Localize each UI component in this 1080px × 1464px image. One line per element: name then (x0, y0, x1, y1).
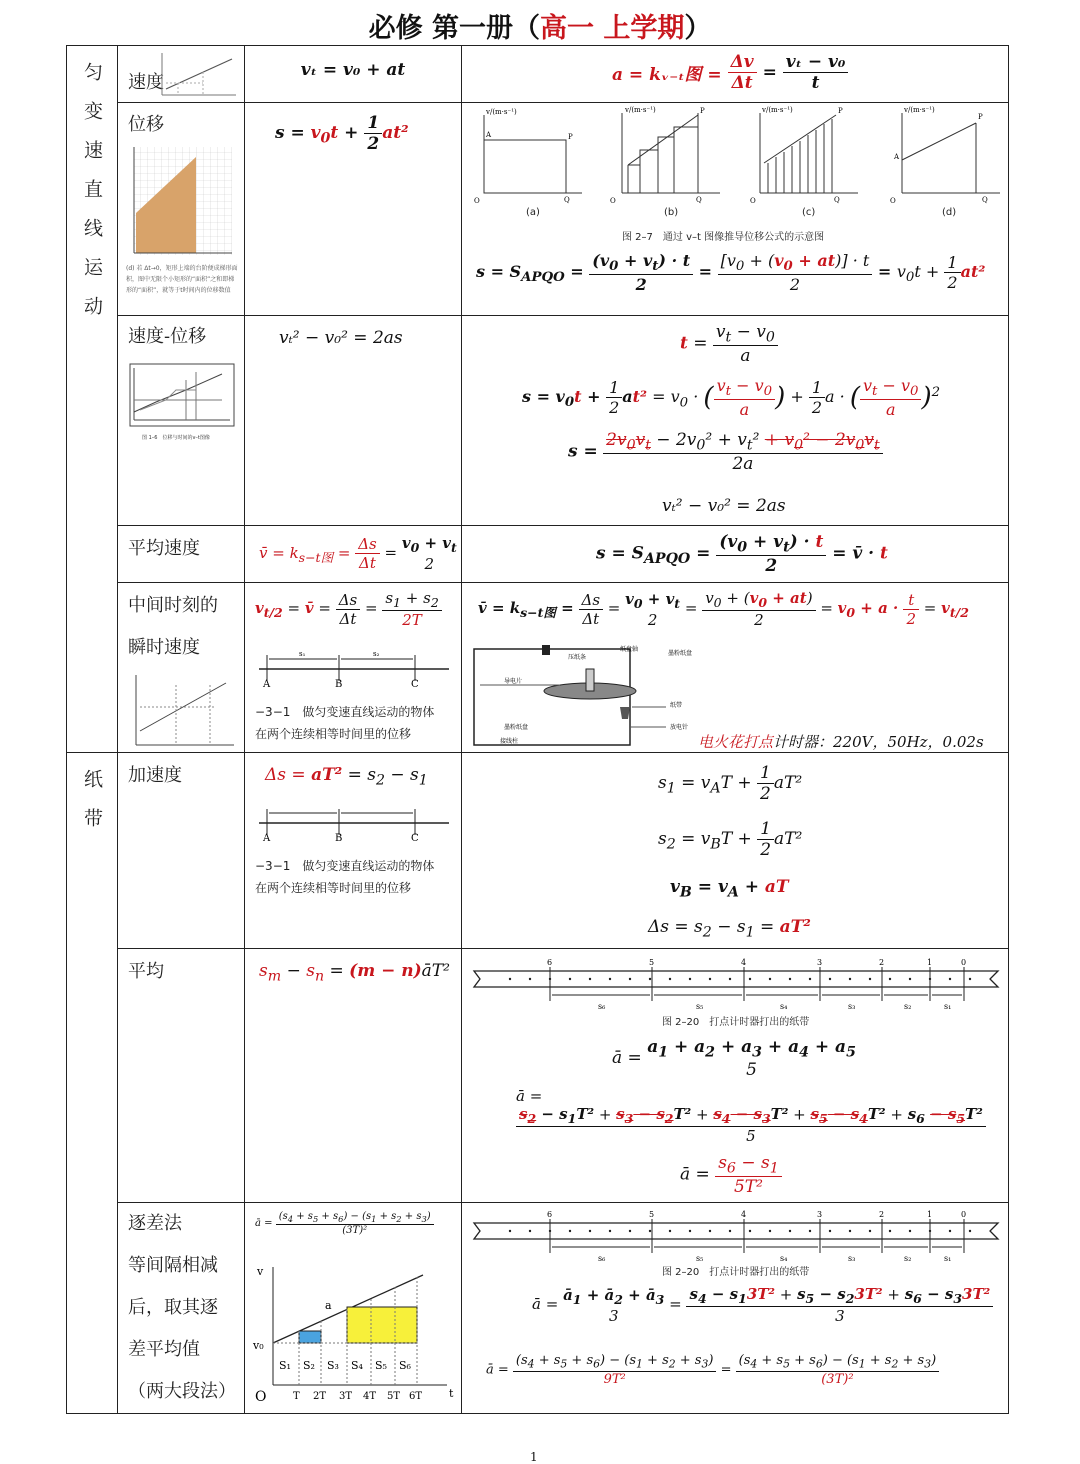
substitution: $s = v_0t$ + $\frac{1}{2}$ $at^2 = v_0$ · ( $\frac{v_t - v_0}{a}$ ) + $\frac{1}{2}$ a · ( $\frac{v_t - v_0}{a}$ )$^2$ (522, 376, 941, 420)
successive-graph (251, 1257, 457, 1407)
row-acceleration-formula: $\Delta s = aT^2 = s_2 - s_1$ A B C −3−1 做匀变速直线运动的物体 在两个连续相等时间里的位移 (245, 753, 462, 949)
svg-text:1: 1 (927, 958, 933, 967)
row-average-name: 平均 (118, 949, 245, 1203)
svg-text:0: 0 (961, 958, 967, 967)
row-speed-disp-derivation: t = $\frac{v_t - v_0}{a}$ $s = v_0t$ + $\frac{1}{2}$ $at^2 = v_0$ · ( $\frac{v_t - v_0}{a}$ ) + $\frac{1}{2}$ a · ( $\frac{v_t - v_0}{a}$ )$^2$ s = $\frac{2v_0v_t - 2v_0^2 + v_t^2 + v_0^2 - 2v_0v_t}{2a}$ vₜ² − v₀² = 2as (462, 316, 1009, 526)
row-average-formula: $s_m - s_n = (m$ − n)āT² (245, 949, 462, 1203)
svg-text:放电针: 放电针 (670, 724, 689, 731)
svg-text:s₆: s₆ (598, 1254, 606, 1263)
displacement-formula: $s = v_0t$ + $\frac{1}{2}$ at² (275, 113, 409, 154)
svg-text:5: 5 (649, 1210, 655, 1219)
svg-text:B: B (335, 679, 343, 687)
svg-text:s₄: s₄ (780, 1002, 788, 1011)
displacement-area-graph (126, 145, 236, 260)
formula-table (66, 45, 1009, 1414)
svg-text:O: O (255, 1389, 267, 1405)
svg-text:O: O (474, 197, 480, 205)
svg-text:S₃: S₃ (327, 1359, 339, 1372)
tape-diagram (253, 647, 453, 687)
row-displacement-derivation: v/(m·s⁻¹) A P Q O v/(m·s⁻¹) P Q O v/(m·s⁻¹) P Q O v/(m·s⁻¹) A P Q O (a) (b) (c) (d) 图 2–7 通过 v–t 图像推导位移公式的示意图 $s = S_{APQO}$ = $\frac{(v_0 + v_t) \cdot t}{2}$ = $\frac{[v_0 + (v_0 + at)] \cdot t}{2}$ = $v_0t$ + $\frac{1}{2}$ at² (462, 103, 1009, 316)
svg-text:s₂: s₂ (904, 1002, 912, 1011)
svg-text:4T: 4T (363, 1391, 377, 1402)
svg-text:导电片: 导电片 (504, 678, 523, 685)
section-label: 匀变速直线运动 (81, 62, 103, 335)
displacement-derivation: $s = S_{APQO}$ = $\frac{(v_0 + v_t) \cdot t}{2}$ = $\frac{[v_0 + (v_0 + at)] \cdot t}{2}$ = $v_0t$ + $\frac{1}{2}$ at² (476, 251, 986, 295)
svg-text:6: 6 (547, 958, 553, 967)
svg-text:v/(m·s⁻¹): v/(m·s⁻¹) (486, 108, 517, 116)
svg-text:s₃: s₃ (848, 1254, 856, 1263)
svg-text:5: 5 (649, 958, 655, 967)
row-speed-disp-formula: vₜ² − v₀² = 2as (245, 316, 462, 526)
svg-text:Q: Q (982, 196, 988, 204)
svg-text:Q: Q (834, 196, 840, 204)
speed-disp-graph (126, 360, 238, 432)
svg-text:接线柱: 接线柱 (500, 738, 519, 745)
svg-text:墨粉纸盘: 墨粉纸盘 (668, 650, 693, 657)
svg-text:P: P (568, 133, 573, 141)
svg-text:v/(m·s⁻¹): v/(m·s⁻¹) (625, 106, 656, 114)
svg-text:t: t (449, 1387, 454, 1400)
svg-text:2T: 2T (313, 1391, 327, 1402)
mid-time-graph (126, 671, 238, 749)
svg-text:Q: Q (564, 196, 570, 204)
row-successive-name: 逐差法 等间隔相减 后，取其逐 差平均值 （两大段法） (118, 1203, 245, 1414)
svg-text:a: a (325, 1299, 332, 1312)
row-speed-derivation (462, 46, 1009, 103)
svg-text:6: 6 (547, 1210, 553, 1219)
row-successive-formula: ā = $\frac{(s_4 + s_5 + s_6) - (s_1 + s_2 + s_3)}{\text{(3T)²}}$ v v₀ O a t S₁ S₂ S₃ S₄ S₅ S₆ T 2T 3T 4T 5T 6T (245, 1203, 462, 1414)
svg-text:C: C (411, 679, 419, 687)
row-avg-speed-name: 平均速度 (118, 526, 245, 583)
svg-text:T: T (293, 1391, 300, 1402)
page-title: 必修 第一册（高一 上学期） (368, 13, 712, 44)
svg-text:P: P (838, 107, 843, 115)
svg-text:s₅: s₅ (696, 1002, 704, 1011)
svg-text:6T: 6T (409, 1391, 423, 1402)
row-avg-speed-formula: v̄ = $k_{s-t图}$ = $\frac{\Delta s}{\Delta t}$ = $v_0 + v_t$ 2 (245, 526, 462, 583)
row-avg-speed-derivation: $s = S_{APQO}$ = $\frac{(v_0 + v_t) \cdot t}{2}$ = v̄ · t (462, 526, 1009, 583)
svg-text:纸盘轴: 纸盘轴 (620, 646, 639, 653)
svg-text:3: 3 (817, 1210, 823, 1219)
svg-text:v/(m·s⁻¹): v/(m·s⁻¹) (762, 106, 793, 114)
svg-text:S₅: S₅ (375, 1359, 387, 1372)
svg-text:P: P (978, 113, 983, 121)
fig-caption: 图 2–7 通过 v–t 图像推导位移公式的示意图 (622, 232, 825, 243)
vt-graphs (462, 105, 1008, 245)
svg-text:s₄: s₄ (780, 1254, 788, 1263)
svg-text:s₃: s₃ (848, 1002, 856, 1011)
svg-text:3: 3 (817, 958, 823, 967)
row-speed-name: 速度 (118, 46, 245, 103)
svg-text:纸带: 纸带 (670, 702, 683, 709)
svg-text:S₆: S₆ (399, 1359, 411, 1372)
svg-text:O: O (750, 197, 756, 205)
row-speed-formula: vₜ = v₀ + at (245, 46, 462, 103)
svg-text:v/(m·s⁻¹): v/(m·s⁻¹) (904, 106, 935, 114)
row-mid-time-name: 中间时刻的 瞬时速度 (118, 583, 245, 753)
svg-text:v: v (257, 1265, 264, 1278)
svg-text:s₅: s₅ (696, 1254, 704, 1263)
svg-text:S₄: S₄ (351, 1359, 363, 1372)
svg-text:s₁: s₁ (299, 650, 306, 658)
svg-text:4: 4 (741, 1210, 747, 1219)
expanded: s = $\frac{2v_0v_t - 2v_0^2 + v_t^2 + v_0^2 - 2v_0v_t}{2a}$ (568, 430, 883, 474)
page-number: 1 (530, 1450, 538, 1464)
row-acceleration-name: 加速度 (118, 753, 245, 949)
svg-text:S₂: S₂ (303, 1359, 315, 1372)
svg-text:Q: Q (696, 196, 702, 204)
svg-text:s₁: s₁ (944, 1254, 952, 1263)
row-displacement-name: 位移 (d) 若 Δt→0，矩形上端的台阶便成梯形面积，图中无限个小矩形的“面积”之和即梯形的“面积”，就等于t时间内的位移数值 (118, 103, 245, 316)
row-mid-time-derivation: v̄ = $k_{s-t图}$ = $\frac{\Delta s}{\Delta t}$ = $v_0 + v_t$ 2 = $\frac{v_0 + (v_0 + at)}{2}$ = $v_0 + a$ · $\frac{t}{2}$ = $v_{t/2}$ 压纸条 纸盘轴 导电片 墨粉纸盘 墨粉纸盘 纸带 放电针 接线柱 电火花打点计时器：220V，50Hz，0.02s (462, 583, 1009, 753)
svg-text:O: O (610, 197, 616, 205)
svg-text:C: C (411, 833, 419, 841)
svg-text:0: 0 (961, 1210, 967, 1219)
svg-text:墨粉纸盘: 墨粉纸盘 (504, 724, 529, 731)
row-successive-derivation: 6 5 4 3 2 1 0 s₆ s₅ s₄ s₃ s₂ s₁ 图 2–20 打点计时器打出的纸带 ā = $ā_1$ + $ā_2$ + $ā_3$ 3 = $\frac{s_4 - s_13T^2 + s_5 - s_23T^2 + s_6 - s_33T^2}{3}$ ā = $\frac{(s_4 + s_5 + s_6) - (s_1 + s_2 + s_3)}{\text{9T²}}$ = $\frac{(s_4 + s_5 + s_6) - (s_1 + s_2 + s_3)}{\text{(3T)²}}$ (462, 1203, 1009, 1414)
svg-text:O: O (890, 197, 896, 205)
svg-text:s₂: s₂ (904, 1254, 912, 1263)
row-mid-time-formula: $v_{t/2}$ = v̄ = $\frac{\Delta s}{\Delta t}$ = $\frac{s_1 + s_2}{2T}$ s₁ s₂ A B C −3−1 做匀变速直线运动的物体 在两个连续相等时间里的位移 (245, 583, 462, 753)
section2-label: 纸带 (81, 769, 103, 847)
svg-text:A: A (486, 131, 492, 139)
svg-text:s₆: s₆ (598, 1002, 606, 1011)
svg-text:4: 4 (741, 958, 747, 967)
svg-text:A: A (263, 833, 271, 841)
svg-text:B: B (335, 833, 343, 841)
svg-text:2: 2 (879, 958, 885, 967)
svg-text:压纸条: 压纸条 (568, 654, 587, 661)
paper-tape (470, 957, 1002, 1017)
row-displacement-formula (245, 103, 462, 316)
row-acceleration-derivation: $s_1 = v_AT$ + $\frac{1}{2}$ aT² $s_2 = v_BT$ + $\frac{1}{2}$ aT² $v_B = v_A$ + aT $\Delta s = s_2 - s_1 = aT^2$ (462, 753, 1009, 949)
speed-mini-graph (158, 49, 240, 99)
accel-definition: a = kᵥ₋ₜ图 = $\frac{\Delta v}{\Delta t}$ = $\frac{\text{vₜ − v₀}}{t}$ (612, 52, 848, 93)
row-average-derivation: 6 5 4 3 2 1 0 s₆ s₅ s₄ s₃ s₂ s₁ 图 2–20 打点计时器打出的纸带 ā = $a_1 + a_2 + a_3 + a_4 + a_5$ 5 ā = $s_2 - s_1T^2 + s_3 - s_2T^2 + s_4 - s_3T^2 + s_5 - s_4T^2 + s_6 - s_5T^2$ 5 ā = $\frac{s_6 - s_1}{\text{5T²}}$ (462, 949, 1009, 1203)
svg-text:2: 2 (879, 1210, 885, 1219)
section-paper-tape (67, 753, 118, 1414)
row-speed-disp-name: 速度-位移 图 1–6 位移与时间的v–t图像 (118, 316, 245, 526)
svg-text:s₂: s₂ (373, 650, 380, 658)
svg-text:S₁: S₁ (279, 1359, 291, 1372)
svg-text:s₁: s₁ (944, 1002, 952, 1011)
svg-text:3T: 3T (339, 1391, 353, 1402)
svg-text:A: A (263, 679, 271, 687)
section-uniform-accel (67, 46, 118, 753)
svg-text:A: A (894, 153, 900, 161)
time-expr: t = $\frac{v_t - v_0}{a}$ (680, 322, 778, 366)
svg-text:5T: 5T (387, 1391, 401, 1402)
svg-text:v₀: v₀ (253, 1339, 264, 1352)
svg-text:P: P (700, 107, 705, 115)
svg-text:1: 1 (927, 1210, 933, 1219)
